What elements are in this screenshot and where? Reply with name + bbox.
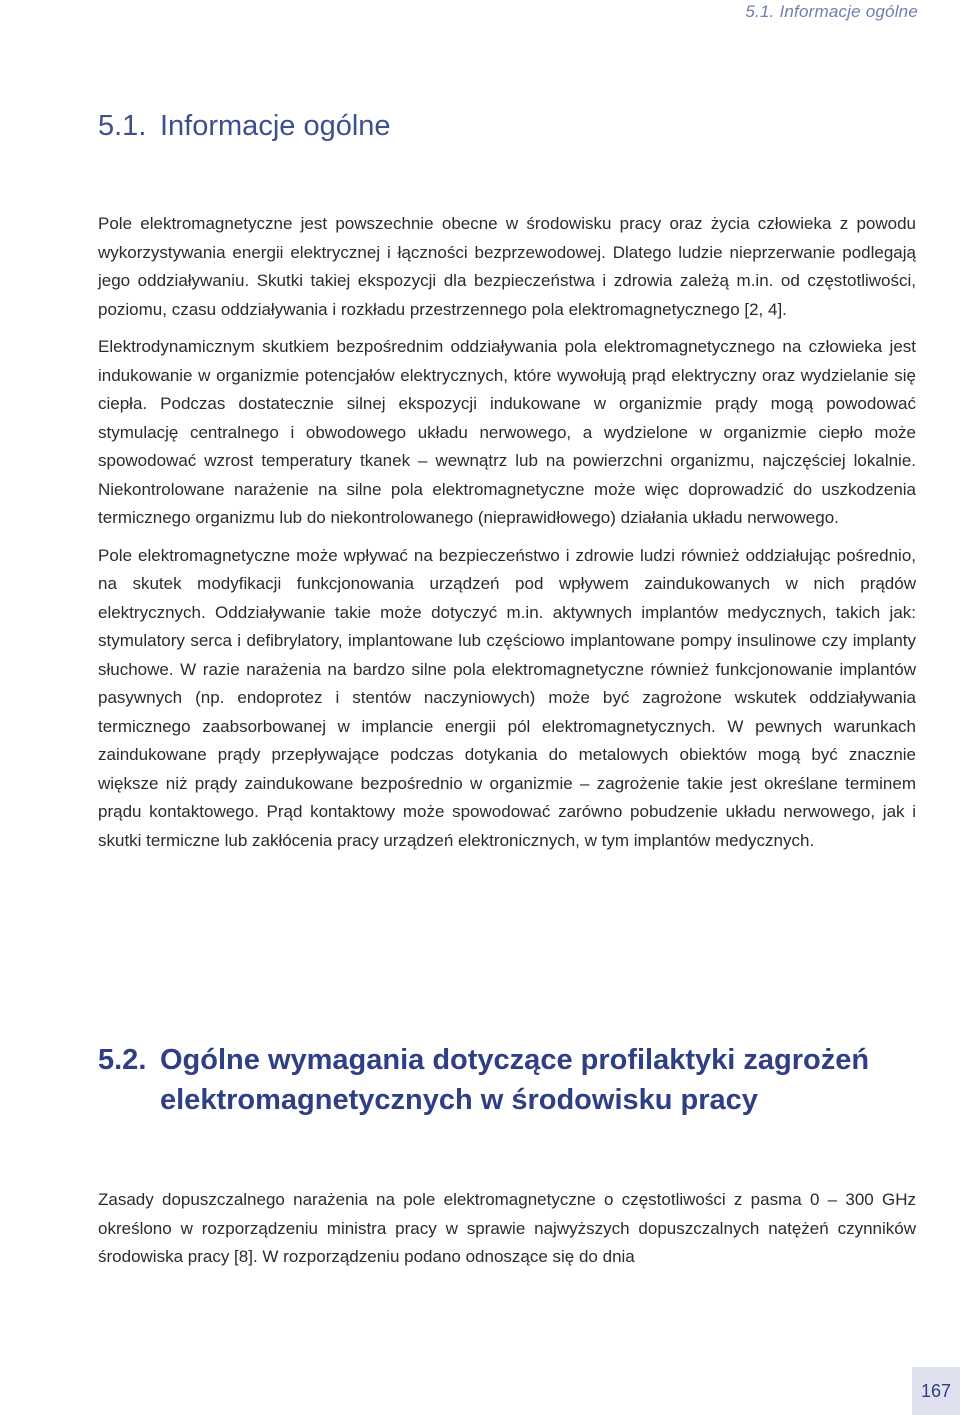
section-title: Ogólne wymagania dotyczące profilaktyki zagrożeń elektromagnetycznych w środowisku pracy [160,1044,870,1116]
section-body-5-2 [98,1186,916,1281]
section-heading-5-2 [98,1040,900,1120]
running-header: 5.1. Informacje ogólne [745,2,918,21]
section-title: Informacje ogólne [160,110,391,142]
section-number: 5.1. [98,110,147,142]
paragraph: Zasady dopuszczalnego narażenia na pole elektromagnetyczne o częstotliwości z pasma 0 – 300 GHz określono w rozporządzeniu ministra pracy w sprawie najwyższych dopuszczalnych natężeń czynników środowiska pracy [8]. W rozporządzeniu podano odnoszące się do dnia [98,1190,916,1266]
paragraph: Pole elektromagnetyczne jest powszechnie obecne w środowisku pracy oraz życia człowieka z powodu wykorzystywania energii elektrycznej i łączności bezprzewodowej. Dlatego ludzie nieprzerwanie podlegają jego oddziaływaniu. Skutki takiej ekspozycji dla bezpieczeństwa i zdrowia zależą m.in. od częstotliwości, poziomu, czasu oddziaływania i rozkładu przestrzennego pola elektromagnetycznego [2, 4]. [98,214,916,319]
section-body-5-1 [98,210,916,864]
page-number: 167 [912,1367,960,1415]
paragraph: Pole elektromagnetyczne może wpływać na bezpieczeństwo i zdrowie ludzi również oddziałując pośrednio, na skutek modyfikacji funkcjonowania urządzeń pod wpływem zaindukowanych w nich prądów elektrycznych. Oddziaływanie takie może dotyczyć m.in. aktywnych implantów medycznych, takich jak: stymulatory serca i defibrylatory, implantowane lub częściowo implantowane pompy insulinowe czy implanty słuchowe. W razie narażenia na bardzo silne pola elektromagnetyczne również funkcjonowanie implantów pasywnych (np. endoprotez i stentów naczyniowych) może być zagrożone wskutek oddziaływania termicznego zaabsorbowanej w implancie energii pól elektromagnetycznych. W pewnych warunkach zaindukowane prądy przepływające podczas dotykania do metalowych obiektów mogą być znacznie większe niż prądy zaindukowane bezpośrednio w organizmie – zagrożenie takie jest określane terminem prądu kontaktowego. Prąd kontaktowy może spowodować zarówno pobudzenie układu nerwowego, jak i skutki termiczne lub zakłócenia pracy urządzeń elektronicznych, w tym implantów medycznych. [98,545,916,850]
paragraph: Elektrodynamicznym skutkiem bezpośrednim oddziaływania pola elektromagnetycznego na człowieka jest indukowanie w organizmie potencjałów elektrycznych, które wywołują prąd elektryczny oraz wydzielanie się ciepła. Podczas dostatecznie silnej ekspozycji indukowane w organizmie prądy mogą powodować stymulację centralnego i obwodowego układu nerwowego, a wydzielone w organizmie ciepło może spowodować wzrost temperatury tkanek – wewnątrz lub na powierzchni organizmu, najczęściej lokalnie. Niekontrolowane narażenie na silne pola elektromagnetyczne może więc doprowadzić do uszkodzenia termicznego organizmu lub do niekontrolowanego (nieprawidłowego) działania układu nerwowego. [98,337,916,527]
section-heading-5-1 [98,110,391,143]
section-number: 5.2. [98,1044,147,1076]
